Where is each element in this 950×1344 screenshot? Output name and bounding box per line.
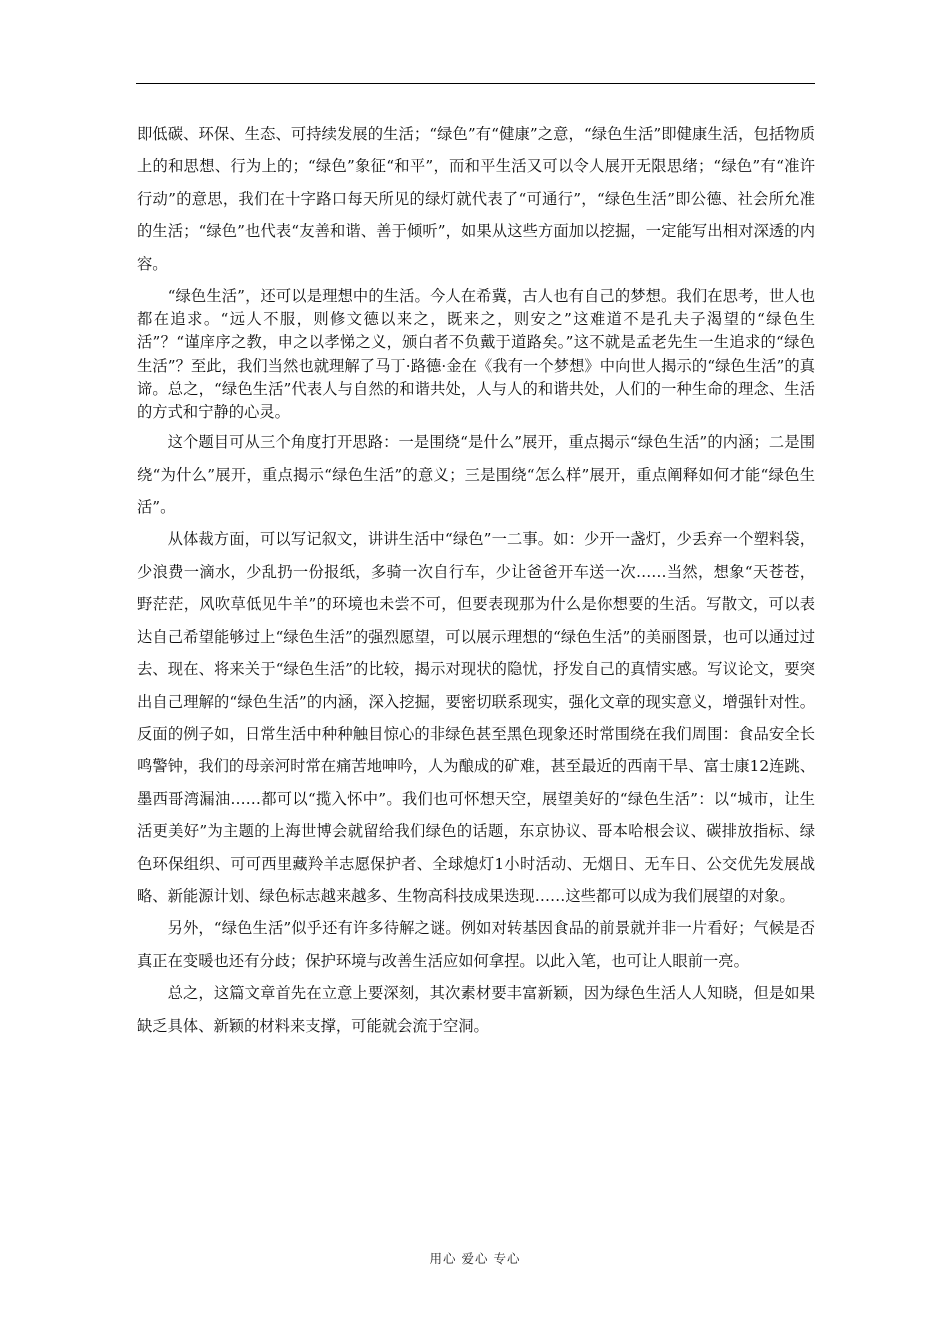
paragraph-6: 总之，这篇文章首先在立意上要深刻，其次素材要丰富新颖，因为绿色生活人人知晓，但是如果缺乏具体、新颖的材料来支撑，可能就会流于空洞。 (137, 984, 815, 1035)
paragraph-3: 这个题目可从三个角度打开思路：一是围绕“是什么”展开，重点揭示“绿色生活”的内涵；二是围绕“为什么”展开，重点揭示“绿色生活”的意义；三是围绕“怎么样”展开，重点阐释如何才能“绿色生活”。 (137, 433, 815, 517)
page-footer: 用心 爱心 专心 (429, 1251, 521, 1266)
document-body (137, 118, 815, 1042)
paragraph-1: 即低碳、环保、生态、可持续发展的生活；“绿色”有“健康”之意，“绿色生活”即健康生活，包括物质上的和思想、行为上的；“绿色”象征“和平”，而和平生活又可以令人展开无限思绪；“绿色”有“准许行动”的意思，我们在十字路口每天所见的绿灯就代表了“可通行”，“绿色生活”即公德、社会所允准的生活；“绿色”也代表“友善和谐、善于倾听”，如果从这些方面加以挖掘，一定能写出相对深透的内容。 (137, 125, 815, 273)
paragraph-5: 另外，“绿色生活”似乎还有许多待解之谜。例如对转基因食品的前景就并非一片看好；气候是否真正在变暖也还有分歧；保护环境与改善生活应如何拿捏。以此入笔，也可让人眼前一亮。 (137, 919, 815, 970)
paragraph-4: 从体裁方面，可以写记叙文，讲讲生活中“绿色”一二事。如：少开一盏灯，少丢弃一个塑料袋，少浪费一滴水，少乱扔一份报纸，多骑一次自行车，少让爸爸开车送一次……当然，想象“天苍苍，野茫茫，风吹草低见牛羊”的环境也未尝不可，但要表现那为什么是你想要的生活。写散文，可以表达自己希望能够过上“绿色生活”的强烈愿望，可以展示理想的“绿色生活”的美丽图景，也可以通过过去、现在、将来关于“绿色生活”的比较，揭示对现状的隐忧，抒发自己的真情实感。写议论文，要突出自己理解的“绿色生活”的内涵，深入挖掘，要密切联系现实，强化文章的现实意义，增强针对性。反面的例子如，日常生活中种种触目惊心的非绿色甚至黑色现象还时常围绕在我们周围：食品安全长鸣警钟，我们的母亲河时常在痛苦地呻吟，人为酿成的矿难，甚至最近的西南干旱、富士康12连跳、墨西哥湾漏油……都可以“揽入怀中”。我们也可怀想天空，展望美好的“绿色生活”：以“城市，让生活更美好”为主题的上海世博会就留给我们绿色的话题，东京协议、哥本哈根会议、碳排放指标、绿色环保组织、可可西里藏羚羊志愿保护者、全球熄灯1小时活动、无烟日、无车日、公交优先发展战略、新能源计划、绿色标志越来越多、生物高科技成果迭现……这些都可以成为我们展望的对象。 (137, 530, 815, 905)
paragraph-2: “绿色生活”，还可以是理想中的生活。今人在希冀，古人也有自己的梦想。我们在思考，世人也都在追求。“远人不服，则修文德以来之，既来之，则安之”这难道不是孔夫子渴望的“绿色生活”？“谨庠序之教，申之以孝悌之义，颁白者不负戴于道路矣。”这不就是孟老先生一生追求的“绿色生活”？至此，我们当然也就理解了马丁·路德·金在《我有一个梦想》中向世人揭示的“绿色生活”的真谛。总之，“绿色生活”代表人与自然的和谐共处，人与人的和谐共处，人们的一种生命的理念、生活的方式和宁静的心灵。 (137, 287, 815, 422)
header-rule (136, 83, 815, 84)
